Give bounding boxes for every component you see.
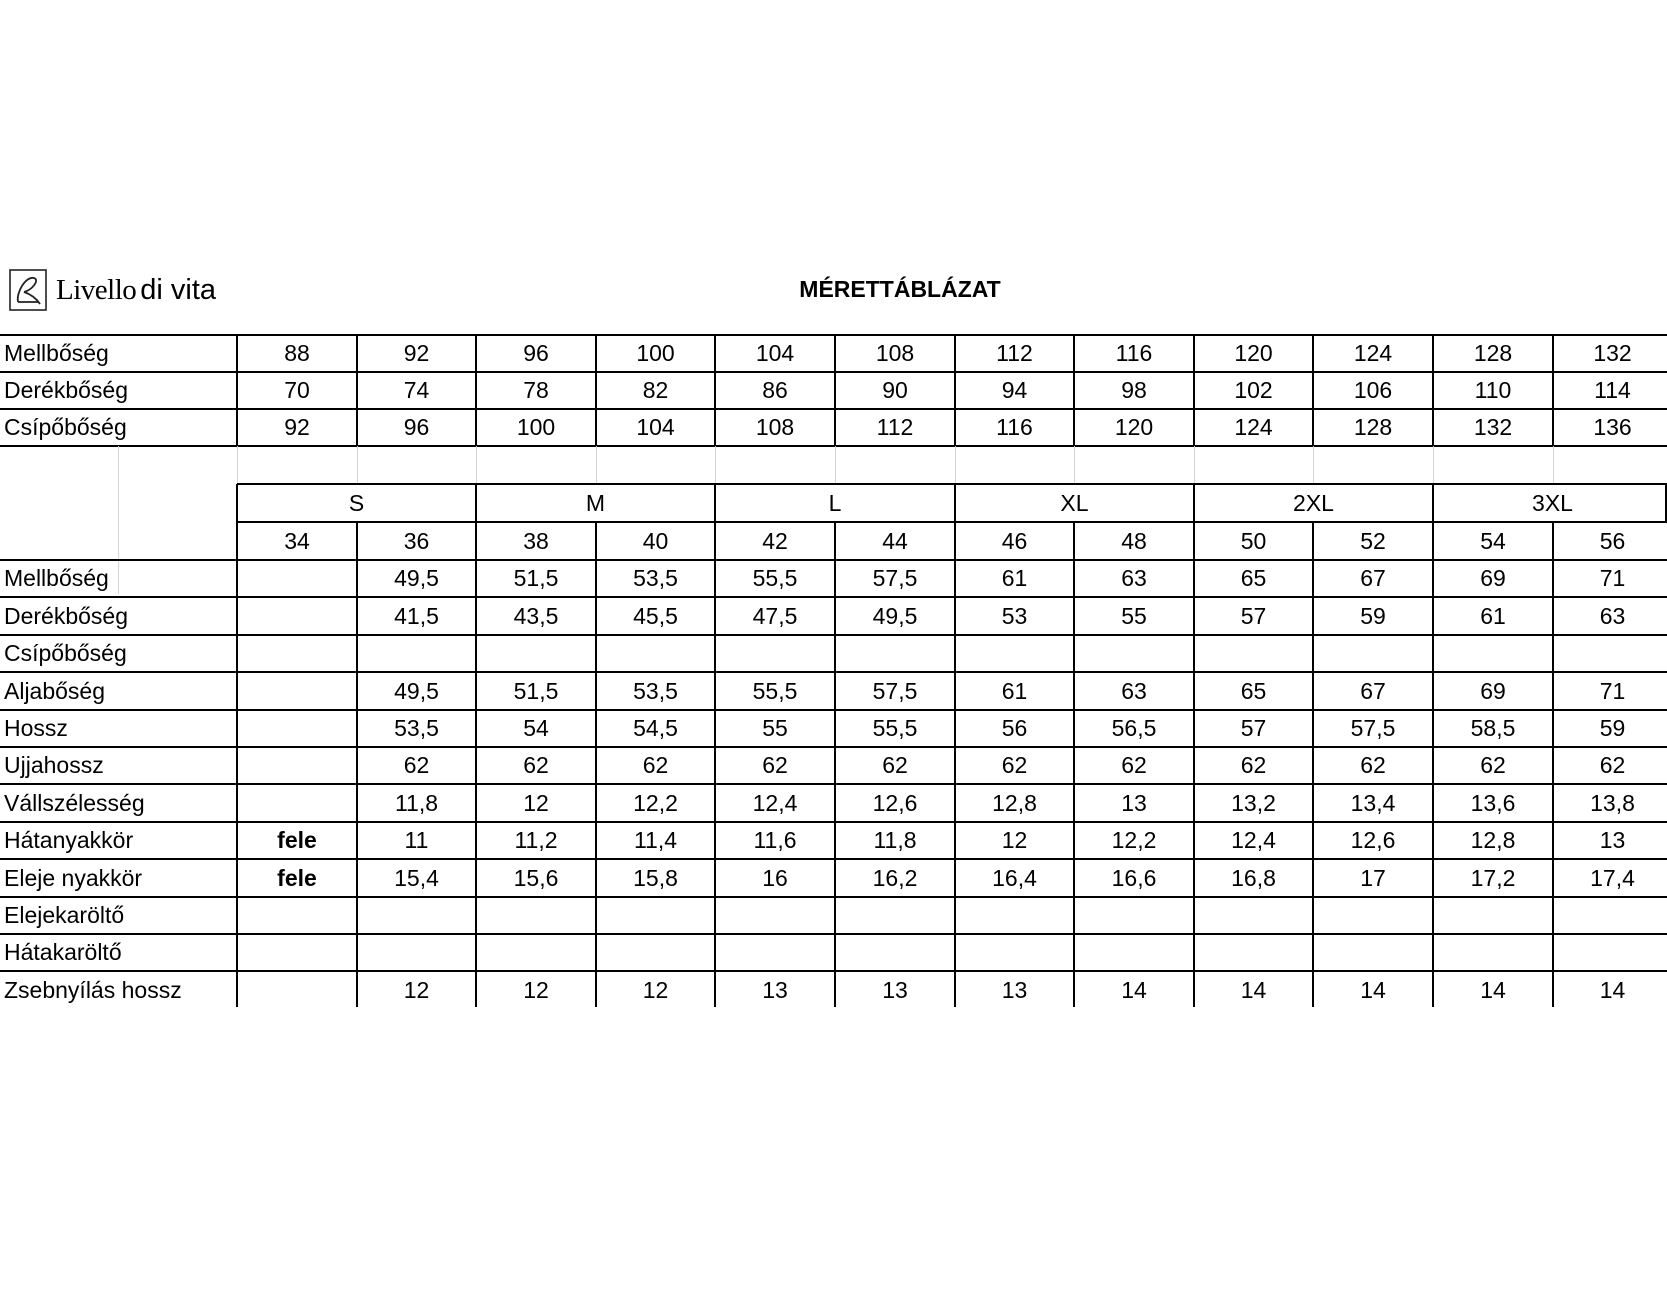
body-cell: 112: [996, 340, 1033, 366]
garment-cell: [715, 897, 835, 934]
garment-table-vline: [475, 560, 477, 1007]
garment-cell: [237, 672, 357, 710]
garment-cell: 71: [1599, 677, 1626, 704]
body-cell: 128: [1473, 340, 1513, 366]
garment-cell: [715, 934, 835, 971]
size-number-header: 48: [1121, 527, 1147, 554]
body-cell: 88: [284, 340, 310, 366]
size-group-header: 2XL: [1293, 489, 1334, 516]
garment-cell: 62: [1001, 752, 1028, 778]
body-cell: 132: [1593, 340, 1632, 366]
size-group-divider: [714, 484, 716, 522]
garment-cell: [237, 560, 357, 597]
garment-cell: 55: [762, 715, 788, 741]
garment-cell: 13: [762, 976, 788, 1003]
garment-cell: 14: [1121, 976, 1147, 1003]
garment-cell: 62: [403, 752, 430, 778]
garment-cell: 51,5: [513, 677, 559, 704]
spacer-gridline: [1074, 446, 1075, 484]
garment-cell: [476, 934, 596, 971]
garment-cell: 69: [1480, 565, 1506, 591]
garment-cell: [237, 597, 357, 635]
garment-cell: 49,5: [872, 602, 918, 629]
garment-row-label: Aljabőség: [4, 677, 106, 704]
garment-cell: 11,4: [633, 827, 678, 853]
size-number-divider: [954, 522, 956, 560]
body-cell: 92: [403, 340, 430, 366]
spacer-gridline: [476, 446, 477, 484]
garment-cell: 13,4: [1350, 789, 1396, 816]
garment-cell: 57,5: [872, 565, 918, 591]
body-cell: 90: [882, 377, 908, 403]
garment-cell: 67: [1360, 565, 1386, 591]
garment-row-label: Hátanyakkör: [4, 827, 134, 853]
garment-row-label: Hátakaröltő: [4, 939, 122, 965]
garment-cell: 62: [1121, 752, 1147, 778]
garment-cell: 12,4: [1231, 827, 1276, 853]
garment-cell: [1313, 635, 1433, 672]
garment-row-label: Eleje nyakkör: [4, 864, 143, 891]
garment-cell: [357, 635, 476, 672]
garment-cell: 57,5: [1350, 715, 1396, 741]
garment-cell: 55,5: [872, 715, 918, 741]
garment-cell: 49,5: [394, 565, 439, 591]
garment-cell: 54,5: [633, 715, 678, 741]
garment-cell: 57,5: [872, 677, 918, 704]
body-row-label: Mellbőség: [4, 340, 109, 366]
size-number-divider: [1193, 522, 1195, 560]
garment-cell: 12,4: [752, 789, 798, 816]
table-bottom-mask: [0, 1008, 1667, 1011]
garment-cell: [237, 897, 357, 934]
garment-cell: 55,5: [752, 677, 798, 704]
garment-cell: [237, 784, 357, 822]
garment-cell: [237, 934, 357, 971]
size-number-header: 38: [523, 527, 549, 554]
garment-cell: [955, 635, 1074, 672]
garment-cell: [1433, 897, 1553, 934]
brand-name: Livello: [56, 273, 137, 306]
garment-cell: [835, 635, 955, 672]
garment-cell: [237, 971, 357, 1009]
garment-cell: 69: [1480, 677, 1506, 704]
body-cell: 106: [1353, 377, 1393, 403]
garment-row-label: Hossz: [4, 715, 68, 741]
body-row-label: Csípőbőség: [4, 414, 127, 440]
size-number-header: 42: [762, 527, 788, 554]
body-row-label: Derékbőség: [4, 377, 129, 403]
size-group-divider: [1193, 484, 1195, 522]
garment-table-vline: [954, 560, 956, 1007]
size-number-divider: [1552, 522, 1554, 560]
size-number-header: 36: [403, 527, 430, 554]
garment-cell: [1194, 934, 1313, 971]
size-number-divider: [356, 522, 358, 560]
garment-cell: [955, 897, 1074, 934]
garment-cell: 59: [1599, 715, 1626, 741]
garment-cell: [835, 934, 955, 971]
garment-cell: 65: [1240, 565, 1267, 591]
garment-row-label: Ujjahossz: [4, 752, 104, 778]
garment-cell: [1553, 635, 1667, 672]
garment-cell: 62: [523, 752, 549, 778]
spacer-gridline: [1433, 446, 1434, 484]
garment-row-label: Zsebnyílás hossz: [4, 976, 182, 1003]
garment-cell: [835, 897, 955, 934]
garment-cell: 12,6: [1350, 827, 1396, 853]
garment-cell: 67: [1360, 677, 1386, 704]
garment-cell: 11,2: [514, 827, 558, 853]
brand-monogram-icon: [8, 268, 48, 312]
garment-cell: 12: [403, 976, 430, 1003]
garment-cell: 12,6: [872, 789, 918, 816]
garment-cell: 61: [1001, 565, 1028, 591]
garment-table-vline: [356, 560, 358, 1007]
body-cell: 82: [642, 377, 669, 403]
garment-cell: 61: [1480, 602, 1506, 629]
garment-table-vline: [595, 560, 597, 1007]
garment-cell: 62: [1480, 752, 1506, 778]
garment-row-label: Csípőbőség: [4, 640, 127, 666]
spacer-gridline: [1553, 446, 1554, 484]
spacer-gridline: [955, 446, 956, 484]
page-title: MÉRETTÁBLÁZAT: [799, 276, 1001, 302]
garment-cell: [1074, 635, 1194, 672]
garment-cell: 12: [1001, 827, 1028, 853]
garment-cell: 47,5: [752, 602, 798, 629]
garment-cell: [1074, 934, 1194, 971]
brand-logo: [8, 266, 216, 314]
garment-cell: [237, 710, 357, 747]
garment-cell: 43,5: [513, 602, 559, 629]
garment-cell: 12,8: [1470, 827, 1516, 853]
body-cell: 86: [762, 377, 788, 403]
garment-table-vline: [1312, 560, 1314, 1007]
size-number-divider: [714, 522, 716, 560]
garment-cell: 45,5: [633, 602, 678, 629]
size-number-divider: [595, 522, 597, 560]
body-cell: 104: [755, 340, 795, 366]
body-cell: 132: [1473, 414, 1513, 440]
size-number-divider: [475, 522, 477, 560]
garment-cell: [357, 897, 476, 934]
garment-cell: 16,6: [1111, 864, 1157, 891]
garment-cell: 12,8: [992, 789, 1037, 816]
body-cell: 100: [636, 340, 675, 366]
size-number-header: 46: [1001, 527, 1028, 554]
size-number-divider: [236, 522, 238, 560]
body-cell: 92: [284, 414, 310, 440]
size-group-divider: [954, 484, 956, 522]
garment-row-label: Derékbőség: [4, 602, 129, 629]
garment-cell: 62: [1599, 752, 1626, 778]
garment-cell: 56,5: [1111, 715, 1157, 741]
body-cell: 136: [1593, 414, 1632, 440]
body-cell: 102: [1234, 377, 1273, 403]
garment-cell: [1313, 934, 1433, 971]
body-cell: 96: [403, 414, 430, 440]
garment-cell: [237, 635, 357, 672]
body-cell: 96: [523, 340, 549, 366]
size-number-divider: [1432, 522, 1434, 560]
body-cell: 116: [996, 414, 1033, 440]
garment-table-vline: [1552, 560, 1554, 1007]
garment-cell: 65: [1240, 677, 1267, 704]
body-cell: 110: [1474, 377, 1512, 403]
garment-cell: 16,8: [1231, 864, 1276, 891]
size-number-header: 50: [1240, 527, 1267, 554]
garment-cell: [1194, 635, 1313, 672]
garment-cell: 57: [1240, 715, 1267, 741]
garment-cell: 11,8: [394, 789, 439, 816]
garment-cell: 15,4: [394, 864, 439, 891]
garment-cell: 61: [1001, 677, 1028, 704]
size-number-header: 54: [1480, 527, 1506, 554]
body-cell: 124: [1353, 340, 1393, 366]
garment-cell: 15,6: [513, 864, 559, 891]
garment-cell: 13: [1121, 789, 1147, 816]
spacer-gridline: [835, 446, 836, 484]
garment-cell: 55: [1121, 602, 1147, 629]
garment-cell: [1313, 897, 1433, 934]
garment-cell: [1433, 934, 1553, 971]
garment-cell: [596, 934, 715, 971]
size-number-header: 56: [1599, 527, 1626, 554]
garment-cell: 57: [1240, 602, 1267, 629]
garment-cell: 55,5: [752, 565, 798, 591]
garment-row-label: Mellbőség: [4, 565, 109, 591]
garment-cell: 14: [1360, 976, 1386, 1003]
garment-cell: 51,5: [513, 565, 559, 591]
body-cell: 74: [403, 377, 430, 403]
garment-cell: 53,5: [633, 565, 678, 591]
garment-cell: 12,2: [1111, 827, 1157, 853]
garment-cell: 17: [1360, 864, 1386, 891]
garment-cell: 62: [762, 752, 788, 778]
body-cell: 108: [875, 340, 915, 366]
spacer-gridline: [357, 446, 358, 484]
body-cell: 94: [1001, 377, 1028, 403]
garment-cell: 62: [1360, 752, 1386, 778]
garment-cell: [357, 934, 476, 971]
size-number-divider: [834, 522, 836, 560]
spacer-gridline: [1194, 446, 1195, 484]
garment-cell: 14: [1599, 976, 1626, 1003]
body-cell: 104: [636, 414, 675, 440]
garment-cell: 16,4: [992, 864, 1037, 891]
body-cell: 108: [755, 414, 795, 440]
garment-cell: 62: [642, 752, 669, 778]
body-cell: 78: [523, 377, 549, 403]
garment-row-label: Vállszélesség: [4, 789, 145, 816]
size-group-header: M: [585, 489, 606, 516]
body-cell: 112: [876, 414, 914, 440]
garment-table-vline: [834, 560, 836, 1007]
garment-cell: 14: [1480, 976, 1506, 1003]
size-number-header: 34: [284, 527, 310, 554]
spacer-gridline: [596, 446, 597, 484]
garment-cell: 13,2: [1231, 789, 1276, 816]
garment-cell: 11,6: [753, 827, 797, 853]
garment-cell: [476, 897, 596, 934]
garment-cell: [476, 635, 596, 672]
size-group-divider: [1432, 484, 1434, 522]
garment-cell: 16,2: [872, 864, 918, 891]
garment-cell: [1074, 897, 1194, 934]
garment-cell: fele: [277, 827, 317, 853]
garment-cell: 13,6: [1470, 789, 1516, 816]
brand-subname: di vita: [140, 273, 217, 306]
garment-cell: 17,4: [1590, 864, 1635, 891]
body-cell: 120: [1114, 414, 1154, 440]
body-cell: 124: [1234, 414, 1273, 440]
garment-cell: 49,5: [394, 677, 439, 704]
garment-cell: [1194, 897, 1313, 934]
garment-cell: 11,8: [873, 827, 917, 853]
size-group-header: L: [828, 489, 842, 516]
garment-cell: 63: [1121, 677, 1147, 704]
garment-cell: 13,8: [1590, 789, 1635, 816]
garment-cell: 58,5: [1470, 715, 1516, 741]
garment-cell: [237, 747, 357, 784]
spacer-gridline: [237, 446, 238, 484]
garment-cell: [596, 635, 715, 672]
body-cell: 98: [1121, 377, 1147, 403]
garment-cell: 12,2: [633, 789, 678, 816]
garment-cell: 53: [1001, 602, 1028, 629]
spacer-gridline: [715, 446, 716, 484]
size-group-header: S: [348, 489, 365, 516]
garment-cell: 12: [523, 976, 549, 1003]
garment-cell: 11: [404, 827, 429, 853]
size-number-header: 52: [1360, 527, 1386, 554]
size-group-header: XL: [1060, 489, 1089, 516]
body-cell: 128: [1353, 414, 1393, 440]
garment-cell: fele: [277, 864, 317, 891]
size-number-header: 40: [642, 527, 669, 554]
size-number-divider: [1312, 522, 1314, 560]
garment-cell: [1553, 934, 1667, 971]
garment-cell: 56: [1001, 715, 1028, 741]
garment-cell: 62: [882, 752, 908, 778]
garment-table-vline: [714, 560, 716, 1007]
garment-cell: 13: [1001, 976, 1028, 1003]
garment-table-vline: [236, 560, 238, 1007]
garment-cell: 12: [642, 976, 669, 1003]
garment-cell: [1433, 635, 1553, 672]
garment-cell: 16: [762, 864, 788, 891]
garment-cell: 71: [1599, 565, 1626, 591]
garment-cell: 41,5: [394, 602, 439, 629]
garment-cell: [1553, 897, 1667, 934]
body-cell: 120: [1234, 340, 1273, 366]
size-group-divider: [236, 484, 238, 522]
garment-cell: 63: [1599, 602, 1626, 629]
body-cell: 114: [1594, 377, 1631, 403]
garment-cell: 53,5: [633, 677, 678, 704]
size-group-divider: [475, 484, 477, 522]
body-cell: 70: [284, 377, 310, 403]
garment-cell: 13: [882, 976, 908, 1003]
garment-cell: 13: [1599, 827, 1626, 853]
garment-cell: 14: [1240, 976, 1267, 1003]
garment-table-vline: [1193, 560, 1195, 1007]
garment-row-label: Elejekaröltő: [4, 902, 125, 928]
garment-table-vline: [1432, 560, 1434, 1007]
size-number-header: 44: [882, 527, 908, 554]
body-cell: 116: [1115, 340, 1153, 366]
garment-cell: [955, 934, 1074, 971]
garment-cell: 15,8: [633, 864, 678, 891]
garment-cell: 54: [523, 715, 549, 741]
size-number-divider: [1073, 522, 1075, 560]
garment-cell: [596, 897, 715, 934]
garment-cell: 12: [523, 789, 549, 816]
garment-cell: [715, 635, 835, 672]
spacer-gridline: [1313, 446, 1314, 484]
garment-cell: 63: [1121, 565, 1147, 591]
body-cell: 100: [516, 414, 556, 440]
garment-cell: 53,5: [394, 715, 439, 741]
size-group-header: 3XL: [1532, 489, 1573, 516]
garment-cell: 17,2: [1470, 864, 1516, 891]
garment-table-vline: [1073, 560, 1075, 1007]
garment-cell: 59: [1360, 602, 1386, 629]
garment-cell: 62: [1240, 752, 1267, 778]
